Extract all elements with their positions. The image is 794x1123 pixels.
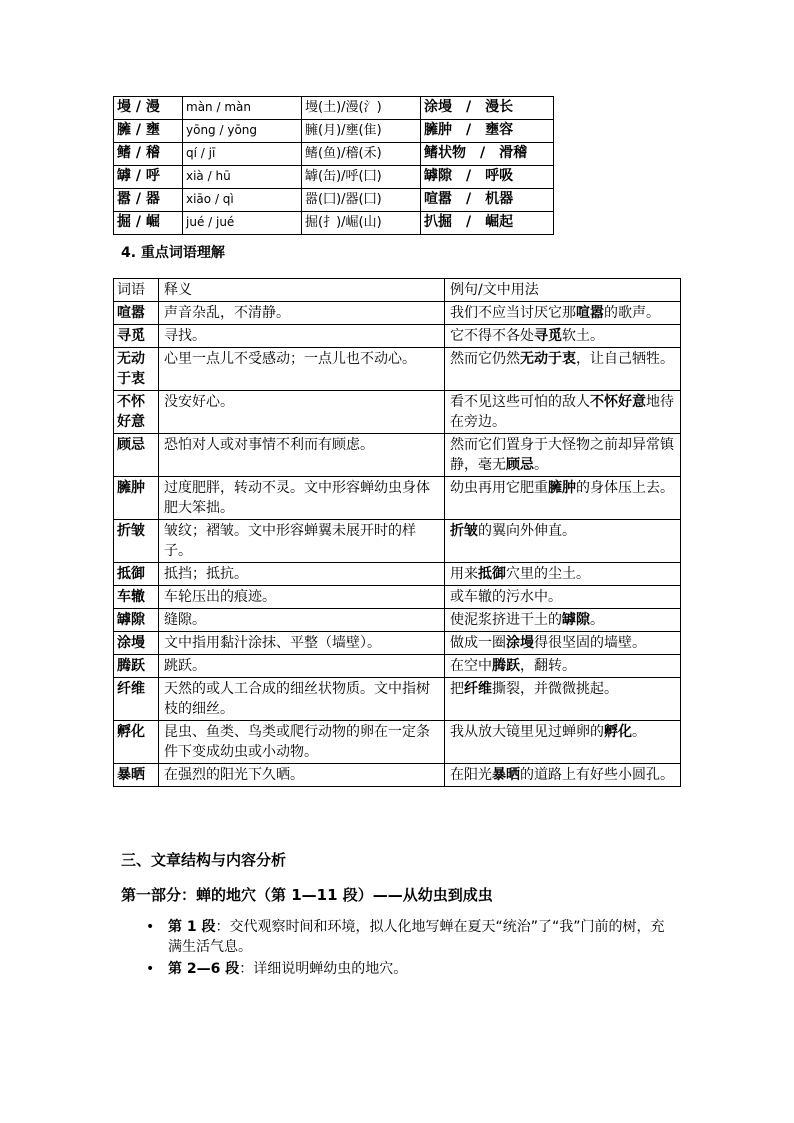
example-text: 它不得不各处 [450, 328, 534, 344]
vocab-meaning: 车轮压出的痕迹。 [159, 586, 445, 609]
vocab-word: 车辙 [114, 586, 159, 609]
vocab-example [445, 348, 681, 391]
vocab-word: 喧嚣 [114, 302, 159, 325]
vocab-meaning: 抵挡；抵抗。 [159, 563, 445, 586]
vocab-example [445, 563, 681, 586]
vocab-example [445, 586, 681, 609]
example-text: 的道路上有好些小圆孔。 [520, 767, 674, 783]
vocab-meaning: 昆虫、鱼类、鸟类或爬行动物的卵在一定条件下变成幼虫或小动物。 [159, 721, 445, 764]
example-text: 我从放大镜里见过蝉卵的 [450, 724, 604, 740]
vocab-row [114, 563, 681, 586]
vocab-row [114, 586, 681, 609]
vocab-meaning: 文中指用黏汁涂抹、平整（墙壁）。 [159, 632, 445, 655]
vocab-meaning: 没安好心。 [159, 391, 445, 434]
example-keyword: 罅隙 [562, 612, 590, 628]
vocab-meaning: 在强烈的阳光下久晒。 [159, 764, 445, 787]
pron-pinyin: xiāo / qì [183, 189, 302, 212]
pron-row [114, 120, 554, 143]
vocab-row [114, 655, 681, 678]
pron-radicals: 掘(扌)/崛(山) [302, 212, 421, 235]
example-keyword: 折皱 [450, 523, 478, 539]
example-keyword: 涂墁 [506, 635, 534, 651]
analysis-bullet-list [146, 917, 666, 981]
vocab-meaning: 恐怕对人或对事情不利而有顾虑。 [159, 434, 445, 477]
list-item [146, 959, 666, 979]
vocab-word: 寻觅 [114, 325, 159, 348]
example-text: 穴里的尘土。 [506, 566, 590, 582]
part-one-title: 第一部分：蝉的地穴（第 1—11 段）——从幼虫到成虫 [121, 886, 493, 904]
pron-radicals: 鳍(鱼)/稽(禾) [302, 143, 421, 166]
bullet-text: ：交代观察时间和环境，拟人化地写蝉在夏天“统治”了“我”门前的树，充满生活气息。 [168, 919, 665, 955]
vocab-word: 无动于衷 [114, 348, 159, 391]
header-word: 词语 [114, 279, 159, 302]
section-title-structure: 三、文章结构与内容分析 [121, 851, 287, 869]
example-text: 在空中 [450, 658, 492, 674]
pron-radicals: 臃(月)/壅(隹) [302, 120, 421, 143]
vocab-row [114, 520, 681, 563]
example-text: 得很坚固的墙壁。 [534, 635, 646, 651]
bullet-label: 第 2—6 段 [168, 961, 240, 977]
bullet-label: 第 1 段 [168, 919, 216, 935]
vocab-meaning: 声音杂乱，不清静。 [159, 302, 445, 325]
example-text: 软土。 [562, 328, 604, 344]
vocab-meaning: 缝隙。 [159, 609, 445, 632]
bullet-icon: • [146, 919, 155, 935]
header-meaning: 释义 [159, 279, 445, 302]
pron-row [114, 189, 554, 212]
vocab-example [445, 721, 681, 764]
example-keyword: 纤维 [464, 681, 492, 697]
vocab-word: 孵化 [114, 721, 159, 764]
vocab-example [445, 302, 681, 325]
pron-pinyin: xià / hū [183, 166, 302, 189]
example-text: 的歌声。 [604, 305, 660, 321]
example-text: 我们不应当讨厌它那 [450, 305, 576, 321]
example-text: 的翼向外伸直。 [478, 523, 576, 539]
vocab-word: 暴晒 [114, 764, 159, 787]
example-text: 使泥浆挤进干土的 [450, 612, 562, 628]
example-keyword: 腾跃 [492, 658, 520, 674]
vocab-example [445, 520, 681, 563]
example-text: 的身体压上去。 [576, 480, 674, 496]
pron-words: 鳍状物 / 滑稽 [421, 143, 554, 166]
pron-words: 罅隙 / 呼吸 [421, 166, 554, 189]
pron-pinyin: màn / màn [183, 97, 302, 120]
example-text: 撕裂，并微微挑起。 [492, 681, 618, 697]
vocab-example [445, 655, 681, 678]
vocab-row [114, 609, 681, 632]
section-heading-key-words: 4. 重点词语理解 [121, 245, 225, 261]
example-text: 地待在旁边。 [450, 394, 674, 430]
vocab-row [114, 721, 681, 764]
vocab-meaning: 寻找。 [159, 325, 445, 348]
pron-row [114, 97, 554, 120]
pron-words: 涂墁 / 漫长 [421, 97, 554, 120]
pron-pinyin: jué / jué [183, 212, 302, 235]
list-item [146, 917, 666, 957]
pron-chars: 嚣 / 器 [114, 189, 183, 212]
pron-chars: 墁 / 漫 [114, 97, 183, 120]
pronunciation-table [113, 96, 554, 235]
vocab-word: 顾忌 [114, 434, 159, 477]
example-text: 把 [450, 681, 464, 697]
pron-radicals: 嚣(囗)/器(囗) [302, 189, 421, 212]
vocab-word: 涂墁 [114, 632, 159, 655]
pron-words: 喧嚣 / 机器 [421, 189, 554, 212]
example-keyword: 顾忌 [506, 457, 534, 473]
example-keyword: 暴晒 [492, 767, 520, 783]
example-text: 做成一圈 [450, 635, 506, 651]
vocab-example [445, 764, 681, 787]
vocab-word: 罅隙 [114, 609, 159, 632]
vocab-meaning: 皱纹；褶皱。文中形容蝉翼未展开时的样子。 [159, 520, 445, 563]
vocab-example [445, 477, 681, 520]
example-keyword: 无动于衷 [520, 351, 576, 367]
vocab-word: 臃肿 [114, 477, 159, 520]
vocab-example [445, 678, 681, 721]
vocab-row [114, 434, 681, 477]
pron-chars: 鳍 / 稽 [114, 143, 183, 166]
vocab-row [114, 477, 681, 520]
pron-chars: 罅 / 呼 [114, 166, 183, 189]
pron-chars: 臃 / 壅 [114, 120, 183, 143]
bullet-icon: • [146, 961, 155, 977]
example-keyword: 寻觅 [534, 328, 562, 344]
pron-radicals: 墁(土)/漫(氵) [302, 97, 421, 120]
example-keyword: 孵化 [604, 724, 632, 740]
example-text: 。 [590, 612, 604, 628]
vocab-meaning: 心里一点儿不受感动；一点儿也不动心。 [159, 348, 445, 391]
vocab-meaning: 过度肥胖，转动不灵。文中形容蝉幼虫身体肥大笨拙。 [159, 477, 445, 520]
vocab-word: 不怀好意 [114, 391, 159, 434]
vocab-example [445, 325, 681, 348]
example-keyword: 臃肿 [548, 480, 576, 496]
example-text: ，让自己牺牲。 [576, 351, 674, 367]
pron-words: 臃肿 / 壅容 [421, 120, 554, 143]
vocab-meaning: 跳跃。 [159, 655, 445, 678]
example-text: 。 [534, 457, 548, 473]
example-keyword: 不怀好意 [590, 394, 646, 410]
pron-row [114, 212, 554, 235]
example-text: 看不见这些可怕的敌人 [450, 394, 590, 410]
vocab-row [114, 302, 681, 325]
vocab-row [114, 348, 681, 391]
vocab-example [445, 434, 681, 477]
vocab-header-row [114, 279, 681, 302]
vocab-word: 腾跃 [114, 655, 159, 678]
vocab-row [114, 764, 681, 787]
vocab-row [114, 678, 681, 721]
vocab-example [445, 632, 681, 655]
vocab-word: 抵御 [114, 563, 159, 586]
example-text: 然而它仍然 [450, 351, 520, 367]
example-text: 。 [632, 724, 646, 740]
pron-radicals: 罅(缶)/呼(囗) [302, 166, 421, 189]
example-text: 用来 [450, 566, 478, 582]
example-keyword: 喧嚣 [576, 305, 604, 321]
vocab-word: 折皱 [114, 520, 159, 563]
vocab-example [445, 391, 681, 434]
example-text: 幼虫再用它肥重 [450, 480, 548, 496]
example-text: 或车辙的污水中。 [450, 589, 562, 605]
pron-row [114, 143, 554, 166]
example-text: ，翻转。 [520, 658, 576, 674]
example-text: 然而它们置身于大怪物之前却异常镇静，毫无 [450, 437, 674, 473]
vocab-example [445, 609, 681, 632]
pron-pinyin: yōng / yōng [183, 120, 302, 143]
pron-pinyin: qí / jī [183, 143, 302, 166]
vocab-row [114, 325, 681, 348]
example-keyword: 抵御 [478, 566, 506, 582]
vocab-row [114, 632, 681, 655]
vocab-row [114, 391, 681, 434]
pron-words: 扒掘 / 崛起 [421, 212, 554, 235]
pron-row [114, 166, 554, 189]
bullet-text: ：详细说明蝉幼虫的地穴。 [239, 961, 408, 977]
pron-chars: 掘 / 崛 [114, 212, 183, 235]
example-text: 在阳光 [450, 767, 492, 783]
vocab-word: 纤维 [114, 678, 159, 721]
vocab-meaning: 天然的或人工合成的细丝状物质。文中指树枝的细丝。 [159, 678, 445, 721]
header-example: 例句/文中用法 [445, 279, 681, 302]
vocabulary-table [113, 278, 681, 787]
